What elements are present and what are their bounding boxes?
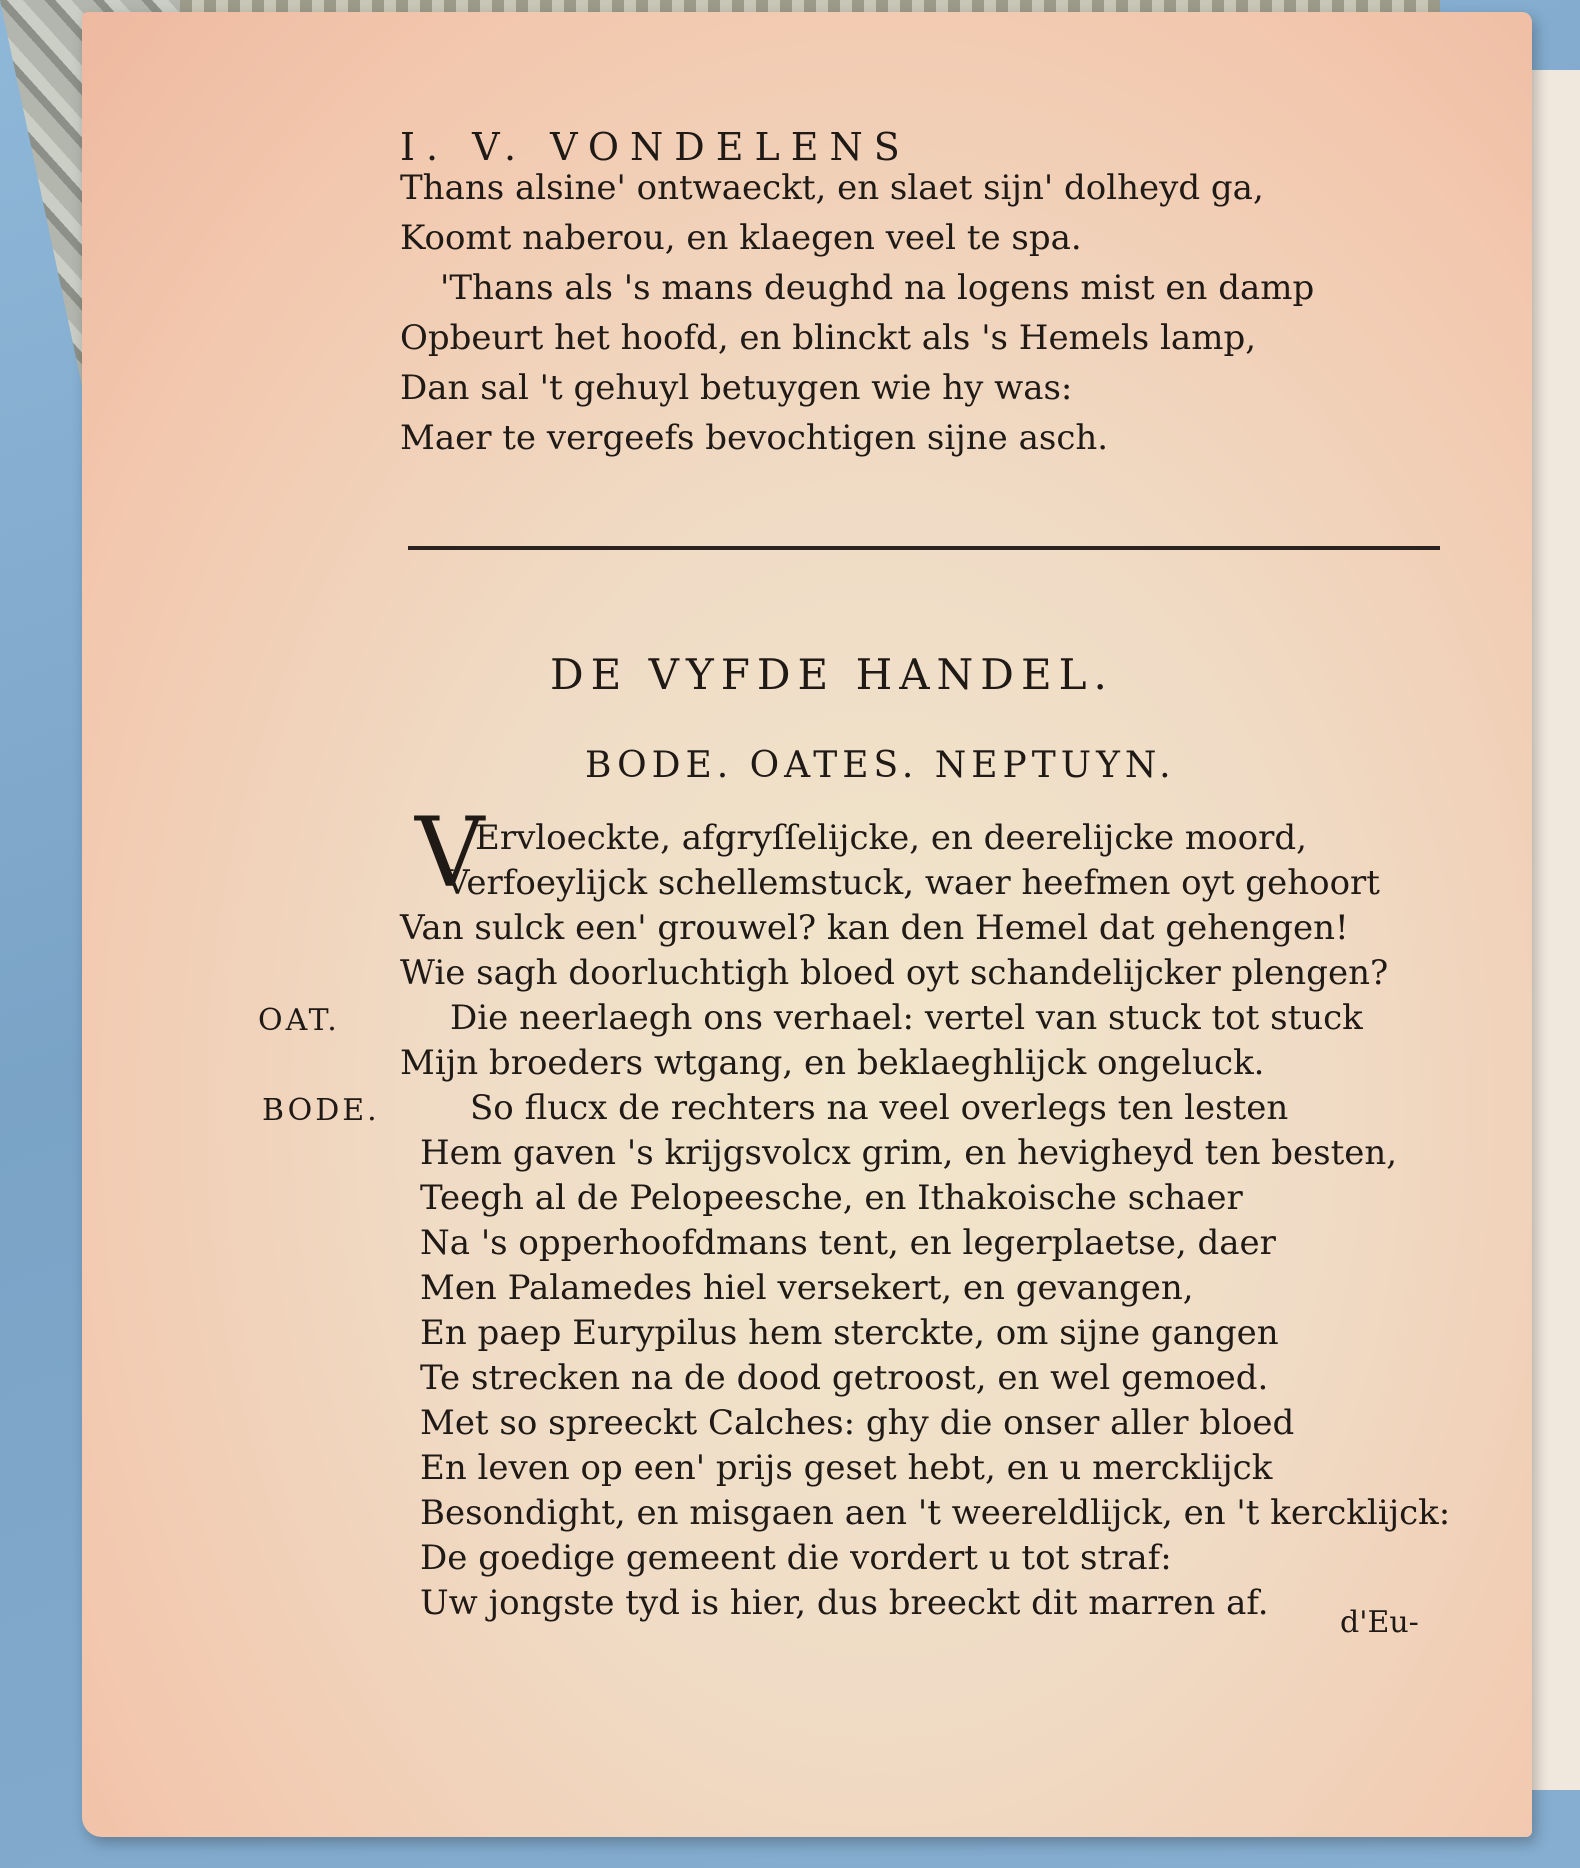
verse-line: Men Palamedes hiel versekert, en gevangen, xyxy=(420,1268,1194,1308)
verse-line: En leven op een' prijs geset hebt, en u mercklijck xyxy=(420,1448,1273,1488)
verse-line: Teegh al de Pelopeesche, en Ithakoische schaer xyxy=(420,1178,1243,1218)
running-head: I. V. VONDELENS xyxy=(400,125,911,169)
verse-line: Mijn broeders wtgang, en beklaeghlijck ongeluck. xyxy=(400,1043,1265,1083)
verse-line: Met so spreeckt Calches: ghy die onser aller bloed xyxy=(420,1403,1295,1443)
verse-line: Die neerlaegh ons verhael: vertel van stuck tot stuck xyxy=(450,998,1363,1038)
verse-line: Ervloeckte, afgryſſelijcke, en deerelijcke moord, xyxy=(475,818,1307,858)
act-heading: DE VYFDE HANDEL. xyxy=(550,650,1114,699)
verse-line: Besondight, en misgaen aen 't weereldlijck, en 't kercklijck: xyxy=(420,1493,1451,1533)
top-verse-line: 'Thans als 's mans deughd na logens mist en damp xyxy=(440,268,1315,308)
verse-line: En paep Eurypilus hem sterckte, om sijne gangen xyxy=(420,1313,1279,1353)
verse-line: So flucx de rechters na veel overlegs ten lesten xyxy=(470,1088,1289,1128)
dramatis-personae: BODE. OATES. NEPTUYN. xyxy=(585,745,1176,786)
verse-line: De goedige gemeent die vordert u tot straf: xyxy=(420,1538,1172,1578)
verse-line: Uw jongste tyd is hier, dus breeckt dit marren af. xyxy=(420,1583,1269,1623)
verse-line: Wie sagh doorluchtigh bloed oyt schandelijcker plengen? xyxy=(400,953,1389,993)
catchword: d'Eu- xyxy=(1340,1605,1419,1640)
top-verse-line: Koomt naberou, en klaegen veel te spa. xyxy=(400,218,1082,258)
verse-line: Verfoeylijck schellemstuck, waer heefmen oyt gehoort xyxy=(445,863,1380,903)
section-rule xyxy=(408,546,1440,550)
verse-line: Te strecken na de dood getroost, en wel gemoed. xyxy=(420,1358,1269,1398)
verse-line: Na 's opperhoofdmans tent, en legerplaetse, daer xyxy=(420,1223,1276,1263)
top-verse-line: Opbeurt het hoofd, en blinckt als 's Hemels lamp, xyxy=(400,318,1257,358)
speaker-label: OAT. xyxy=(258,1003,340,1038)
verse-line: Van sulck een' grouwel? kan den Hemel dat gehengen! xyxy=(400,908,1349,948)
top-verse-line: Thans alsine' ontwaeckt, en slaet sijn' dolheyd ga, xyxy=(400,168,1264,208)
speaker-label: BODE. xyxy=(262,1093,380,1128)
top-verse-line: Dan sal 't gehuyl betuygen wie hy was: xyxy=(400,368,1073,408)
drop-cap: V xyxy=(415,797,485,909)
facing-page-edge xyxy=(1525,70,1580,1790)
top-verse-line: Maer te vergeefs bevochtigen sijne asch. xyxy=(400,418,1109,458)
verse-line: Hem gaven 's krijgsvolcx grim, en hevigheyd ten besten, xyxy=(420,1133,1398,1173)
